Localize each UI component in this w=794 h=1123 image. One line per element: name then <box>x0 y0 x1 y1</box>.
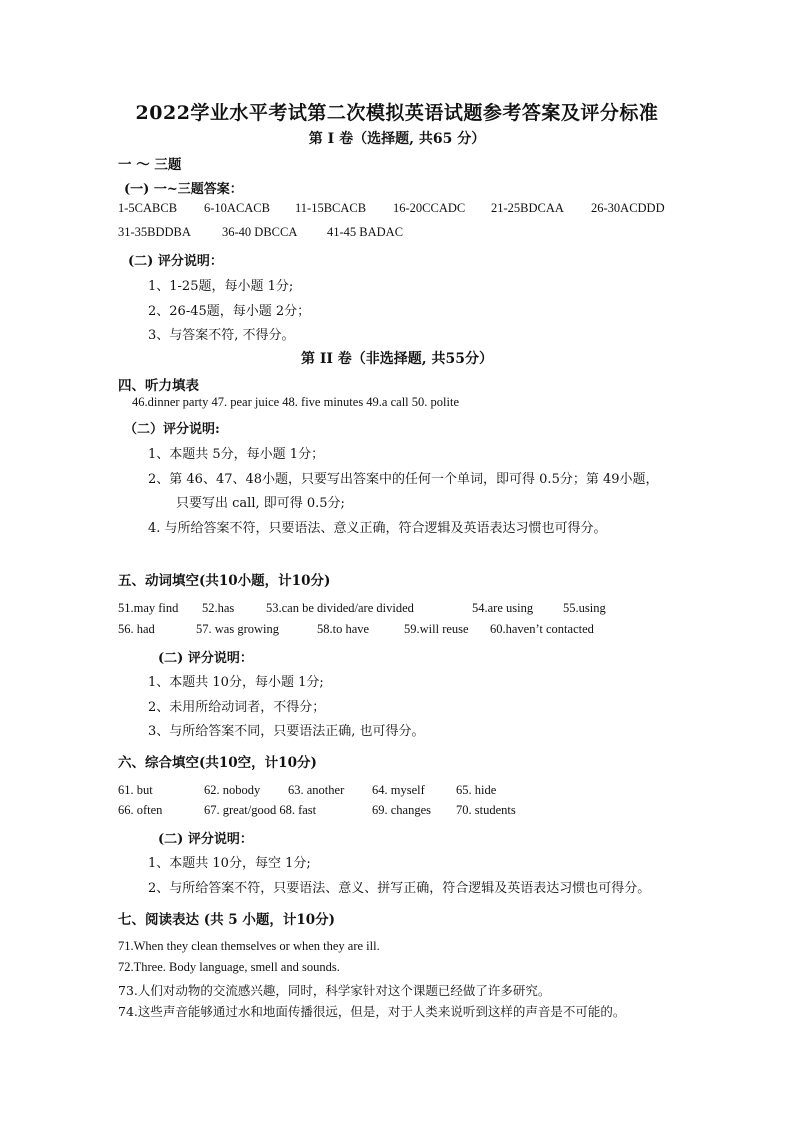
verb-answer: 53.can be divided/are divided <box>266 601 414 615</box>
scoring-item: 1、本题共 5分，每小题 1分； <box>148 447 325 462</box>
answers-heading: (一) 一~三题答案： <box>124 182 243 197</box>
scoring-heading: (二) 评分说明： <box>128 254 223 269</box>
answer-group: 36-40 DBCCA <box>222 225 298 239</box>
cloze-answer: 61. but <box>118 783 153 797</box>
answer-group: 21-25BDCAA <box>491 201 564 215</box>
answer-group: 41-45 BADAC <box>327 225 404 239</box>
verb-answer: 60.haven’t contacted <box>490 622 594 636</box>
listening-heading: 四、听力填表 <box>118 378 199 394</box>
section-1-3-label: 一 ～ 三题 <box>118 157 182 173</box>
reading-answer: 72.Three. Body language, smell and sounds. <box>118 960 340 974</box>
cloze-answer: 64. myself <box>372 783 425 797</box>
answer-group: 16-20CCADC <box>393 201 466 215</box>
scoring-item: 1、1-25题，每小题 1分; <box>148 279 294 294</box>
answer-group: 1-5CABCB <box>118 201 178 215</box>
verbs-heading: 五、动词填空(共10小题，计10分) <box>118 573 331 589</box>
scoring-item: 2、26-45题，每小题 2分； <box>148 304 311 319</box>
verb-answer: 58.to have <box>317 622 370 636</box>
reading-answer: 74.这些声音能够通过水和地面传播很远，但是，对于人类来说听到这样的声音是不可能的。 <box>118 1004 626 1019</box>
reading-heading: 七、阅读表达 (共 5 小题，计10分) <box>118 912 336 928</box>
answer-group: 6-10ACACB <box>204 201 270 215</box>
cloze-answer: 69. changes <box>372 803 432 817</box>
scoring-heading: (二) 评分说明： <box>158 651 253 666</box>
scoring-item: 2、未用所给动词者，不得分； <box>148 700 326 715</box>
answer-group: 31-35BDDBA <box>118 225 191 239</box>
cloze-answer: 67. great/good 68. fast <box>204 803 317 817</box>
verb-answer: 51.may find <box>118 601 179 615</box>
cloze-answer: 65. hide <box>456 783 497 797</box>
scoring-item: 2、与所给答案不符，只要语法、意义、拼写正确，符合逻辑及英语表达习惯也可得分。 <box>148 881 651 896</box>
scoring-item: 只要写出 call, 即可得 0.5分; <box>176 496 345 511</box>
scoring-item: 1、本题共 10分，每小题 1分; <box>148 675 324 690</box>
cloze-answer: 66. often <box>118 803 163 817</box>
scoring-item: 3、与答案不符, 不得分。 <box>148 328 295 343</box>
answer-group: 11-15BCACB <box>295 201 367 215</box>
part1-heading: 第 I 卷（选择题, 共65 分） <box>308 131 486 147</box>
part2-heading: 第 II 卷（非选择题, 共55分） <box>300 351 494 367</box>
cloze-answer: 62. nobody <box>204 783 261 797</box>
verb-answer: 54.are using <box>472 601 534 615</box>
verb-answer: 57. was growing <box>196 622 279 636</box>
document-title: 2022学业水平考试第二次模拟英语试题参考答案及评分标准 <box>135 102 659 124</box>
verb-answer: 56. had <box>118 622 155 636</box>
scoring-heading: （二）评分说明: <box>124 422 220 437</box>
listening-answers: 46.dinner party 47. pear juice 48. five minutes 49.a call 50. polite <box>132 395 459 409</box>
verb-answer: 52.has <box>202 601 235 615</box>
reading-answer: 71.When they clean themselves or when they are ill. <box>118 939 380 953</box>
scoring-heading: (二) 评分说明： <box>158 832 253 847</box>
reading-answer: 73.人们对动物的交流感兴趣，同时，科学家针对这个课题已经做了许多研究。 <box>118 983 551 998</box>
cloze-heading: 六、综合填空(共10空，计10分) <box>118 755 317 771</box>
scoring-item: 2、第 46、47、48小题，只要写出答案中的任何一个单词，即可得 0.5分；第 49小题， <box>148 472 659 487</box>
scoring-item: 4. 与所给答案不符，只要语法、意义正确，符合逻辑及英语表达习惯也可得分。 <box>148 521 607 536</box>
cloze-answer: 70. students <box>456 803 516 817</box>
scoring-item: 1、本题共 10分，每空 1分; <box>148 856 311 871</box>
answer-group: 26-30ACDDD <box>591 201 665 215</box>
verb-answer: 55.using <box>563 601 606 615</box>
cloze-answer: 63. another <box>288 783 345 797</box>
scoring-item: 3、与所给答案不同，只要语法正确, 也可得分。 <box>148 724 425 739</box>
verb-answer: 59.will reuse <box>404 622 469 636</box>
